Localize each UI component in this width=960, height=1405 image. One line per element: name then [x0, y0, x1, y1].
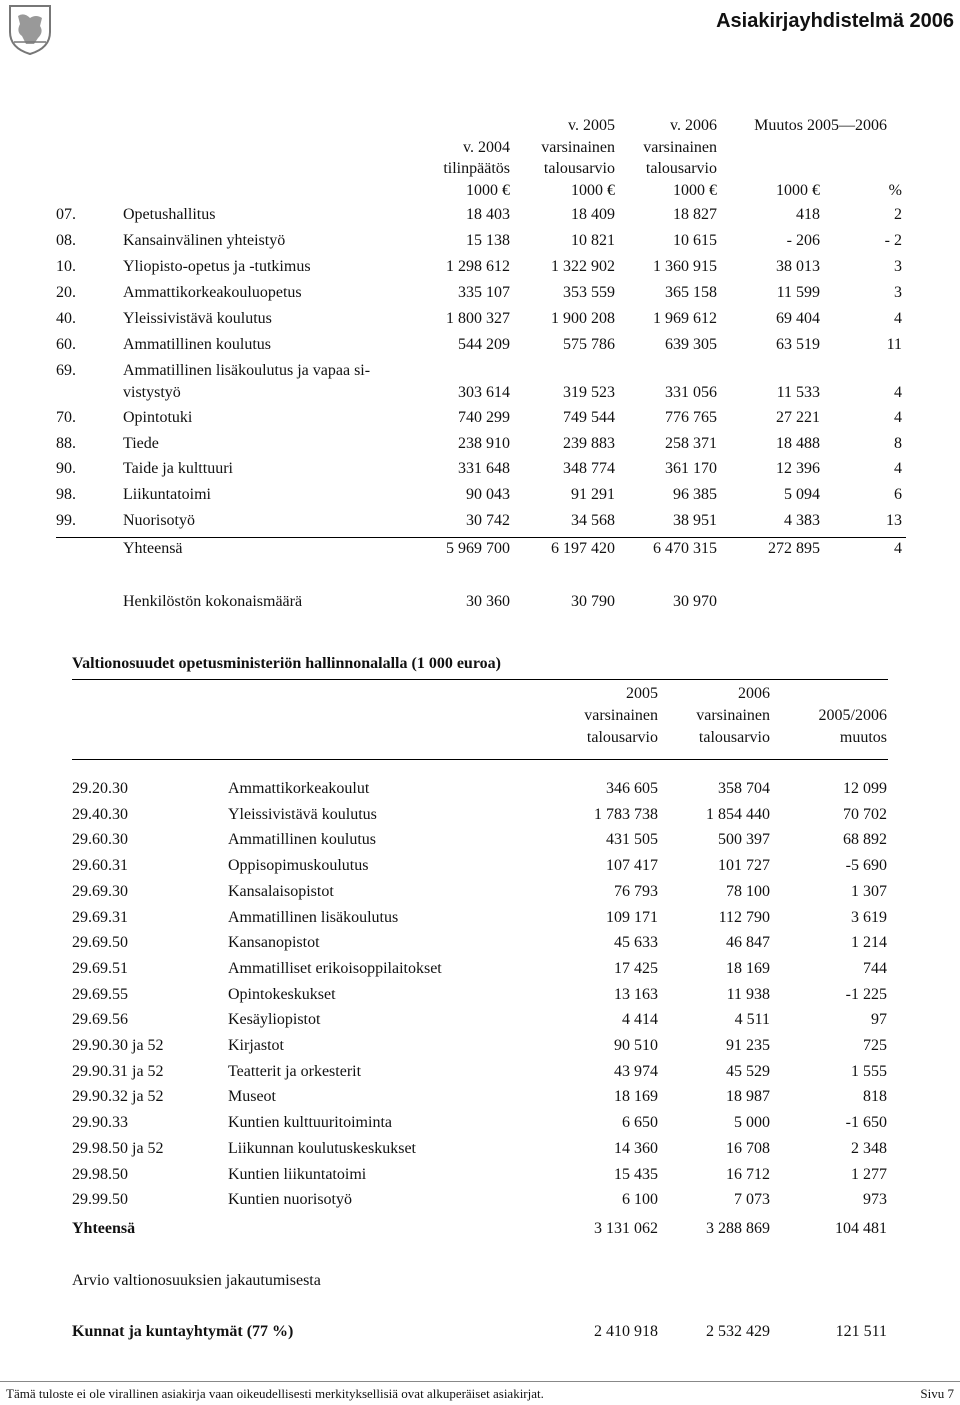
- total-label: Yhteensä: [123, 540, 183, 557]
- t2-col-header-line: varsinainen: [696, 707, 770, 724]
- table2-total-row: [0, 1220, 960, 1242]
- row-change: 12 099: [843, 780, 887, 797]
- row-v2005: 348 774: [563, 460, 615, 477]
- table1-staff-row: [0, 593, 960, 615]
- row-v2004: 238 910: [458, 435, 510, 452]
- row-code: 29.69.50: [72, 934, 128, 952]
- footer-disclaimer: Tämä tuloste ei ole virallinen asiakirja vaan oikeudellisesti merkityksellisiä ovat alkuperäiset asiakirjat.: [6, 1386, 544, 1401]
- table-row: [0, 435, 960, 457]
- staff-label: Henkilöstön kokonaismäärä: [123, 593, 303, 610]
- row-name: Kirjastot: [228, 1037, 284, 1054]
- row-v2004: 30 742: [466, 512, 510, 529]
- row-v2005: 13 163: [614, 985, 658, 1003]
- row-v2006: 16 712: [726, 1165, 770, 1183]
- row-v2006: 258 371: [665, 435, 717, 452]
- row-v2006: 101 727: [718, 857, 770, 875]
- row-name: Yleissivistävä koulutus: [228, 805, 377, 823]
- page-number: Sivu 7: [920, 1386, 954, 1401]
- row-v2006: 500 397: [718, 831, 770, 849]
- row-change: -1 225: [845, 985, 887, 1003]
- table-row: [0, 780, 960, 802]
- row-v2006: 1 854 440: [706, 805, 770, 823]
- row-v2005: 45 633: [614, 934, 658, 952]
- row-code: 29.20.30: [72, 780, 128, 797]
- row-v2006: 1 360 915: [653, 258, 717, 275]
- t2-col-header-line: 2005/2006: [818, 707, 887, 724]
- row-v2006: 365 158: [665, 284, 717, 301]
- finnish-lion-emblem-icon: [4, 2, 56, 56]
- row-v2005: 1 783 738: [594, 805, 658, 823]
- table-row: [0, 232, 960, 254]
- row-name: Opetushallitus: [123, 206, 216, 223]
- table-row: [0, 1191, 960, 1213]
- t1-col-header-line: varsinainen: [643, 138, 717, 156]
- row-name: Opintokeskukset: [228, 985, 336, 1003]
- row-change: 68 892: [843, 831, 887, 849]
- table-row: [0, 336, 960, 358]
- row-code: 29.60.31: [72, 857, 128, 875]
- row-code: 29.69.55: [72, 985, 128, 1003]
- staff-v2005: 30 790: [571, 593, 615, 610]
- row-v2004: 15 138: [466, 232, 510, 249]
- table-row: [0, 960, 960, 982]
- row-pct: 11: [886, 336, 902, 353]
- row-v2006: 10 615: [673, 232, 717, 249]
- t2-col-header-line: talousarvio: [698, 729, 770, 746]
- row-code: 70.: [56, 409, 76, 426]
- row-v2005: 6 650: [622, 1114, 658, 1132]
- row-change: 3 619: [851, 908, 887, 926]
- row-v2006: 18 169: [726, 959, 770, 977]
- row-v2005: 1 900 208: [551, 310, 615, 327]
- row-code: 99.: [56, 512, 76, 529]
- row-v2006: 358 704: [718, 780, 770, 797]
- row-pct: 4: [894, 384, 902, 401]
- table-row: [0, 1166, 960, 1188]
- row-v2006: 639 305: [665, 336, 717, 353]
- staff-v2006: 30 970: [673, 593, 717, 610]
- row-name: Kansainvälinen yhteistyö: [123, 232, 286, 249]
- row-v2005: 76 793: [614, 882, 658, 900]
- table-row: [0, 1037, 960, 1059]
- row-code: 69.: [56, 362, 76, 379]
- row-pct: 8: [894, 435, 902, 452]
- row-change: -1 650: [845, 1114, 887, 1132]
- table-row: [0, 883, 960, 905]
- row-v2006: 46 847: [726, 934, 770, 952]
- row-name: Liikunnan koulutuskeskukset: [228, 1139, 416, 1157]
- row-v2006: 331 056: [665, 384, 717, 401]
- table-row: [0, 206, 960, 228]
- row-name: Kuntien liikuntatoimi: [228, 1165, 367, 1183]
- t1-pct-header: %: [888, 181, 902, 199]
- table2-title: Valtionosuudet opetusministeriön hallinnonalalla (1 000 euroa): [72, 655, 501, 672]
- t2-total-v2005: 3 131 062: [594, 1220, 658, 1237]
- table-row: [0, 1063, 960, 1085]
- row-pct: - 2: [884, 232, 902, 249]
- t1-col-header-line: v. 2005: [568, 117, 615, 134]
- table-row: [0, 1114, 960, 1136]
- municipal-v2005: 2 410 918: [594, 1323, 658, 1340]
- row-change: 12 396: [776, 460, 820, 477]
- row-v2005: 4 414: [622, 1011, 658, 1029]
- row-pct: 4: [894, 409, 902, 426]
- row-v2004: 18 403: [466, 206, 510, 223]
- row-v2006: 96 385: [673, 486, 717, 503]
- row-name: Ammatillinen lisäkoulutus: [228, 908, 399, 926]
- row-change: 418: [796, 206, 820, 223]
- row-change: -5 690: [845, 857, 887, 875]
- row-v2006: 361 170: [665, 460, 717, 477]
- row-code: 29.90.30 ja 52: [72, 1037, 164, 1054]
- total-v2006: 6 470 315: [653, 540, 717, 557]
- row-v2005: 1 322 902: [551, 258, 615, 275]
- table-row: [0, 486, 960, 508]
- row-name: Nuorisotyö: [123, 512, 195, 529]
- total-change: 272 895: [768, 540, 820, 557]
- row-name-cont: vistystyö: [123, 384, 181, 401]
- row-name: Kansanopistot: [228, 934, 320, 952]
- row-code: 29.90.33: [72, 1114, 128, 1132]
- row-name: Kuntien nuorisotyö: [228, 1191, 352, 1209]
- row-code: 90.: [56, 460, 76, 477]
- t1-change-header: Muutos 2005—2006: [754, 117, 887, 134]
- row-v2005: 34 568: [571, 512, 615, 529]
- row-name: Ammatillinen lisäkoulutus ja vapaa si-: [123, 362, 371, 379]
- row-v2005: 14 360: [614, 1139, 658, 1157]
- row-code: 29.99.50: [72, 1191, 128, 1209]
- row-v2004: 740 299: [458, 409, 510, 426]
- row-change: 97: [871, 1011, 887, 1029]
- row-v2004: 331 648: [458, 460, 510, 477]
- t1-col-header-line: varsinainen: [541, 138, 615, 156]
- row-v2006: 91 235: [726, 1037, 770, 1054]
- t1-col-header-line: 1000 €: [571, 181, 615, 199]
- row-pct: 4: [894, 460, 902, 477]
- total-pct: 4: [894, 540, 902, 557]
- row-name: Museot: [228, 1088, 276, 1106]
- row-code: 10.: [56, 258, 76, 275]
- row-v2005: 15 435: [614, 1165, 658, 1183]
- row-code: 40.: [56, 310, 76, 327]
- row-change: 70 702: [843, 805, 887, 823]
- row-pct: 3: [894, 258, 902, 275]
- t2-total-label: Yhteensä: [72, 1220, 136, 1237]
- row-change: 69 404: [776, 310, 820, 327]
- row-v2005: 431 505: [606, 831, 658, 849]
- row-change: 11 599: [776, 284, 820, 301]
- row-v2005: 43 974: [614, 1062, 658, 1080]
- row-v2006: 38 951: [673, 512, 717, 529]
- row-change: 1 307: [851, 882, 887, 900]
- table-row: [0, 512, 960, 534]
- row-change: 5 094: [784, 486, 820, 503]
- row-name: Taide ja kulttuuri: [123, 460, 233, 477]
- row-v2005: 90 510: [614, 1037, 658, 1054]
- row-change: 1 214: [851, 934, 887, 952]
- row-change: 818: [863, 1088, 887, 1106]
- row-v2005: 575 786: [563, 336, 615, 353]
- t2-col-header-line: varsinainen: [584, 707, 658, 724]
- t1-change-unit-header: 1000 €: [776, 181, 820, 199]
- row-change: 4 383: [784, 512, 820, 529]
- row-change: 11 533: [776, 384, 820, 401]
- row-v2006: 1 969 612: [653, 310, 717, 327]
- row-name: Ammattikorkeakoulut: [228, 780, 370, 797]
- row-name: Ammatilliset erikoisoppilaitokset: [228, 959, 442, 977]
- row-change: 63 519: [776, 336, 820, 353]
- row-name: Opintotuki: [123, 409, 193, 426]
- row-v2006: 11 938: [726, 985, 770, 1003]
- t2-total-v2006: 3 288 869: [706, 1220, 770, 1237]
- table1-total-rule: [56, 537, 906, 538]
- row-v2004: 1 800 327: [446, 310, 510, 327]
- total-v2005: 6 197 420: [551, 540, 615, 557]
- table1-total-row: [0, 540, 960, 562]
- table-row: [0, 857, 960, 879]
- row-change: 973: [863, 1191, 887, 1209]
- row-pct: 13: [886, 512, 902, 529]
- row-name: Teatterit ja orkesterit: [228, 1062, 362, 1080]
- row-name: Ammatillinen koulutus: [228, 831, 376, 849]
- row-name: Ammatillinen koulutus: [123, 336, 271, 353]
- row-v2005: 18 409: [571, 206, 615, 223]
- row-v2006: 18 827: [673, 206, 717, 223]
- row-change: 18 488: [776, 435, 820, 452]
- row-code: 88.: [56, 435, 76, 452]
- table-row: [0, 909, 960, 931]
- row-v2006: 16 708: [726, 1139, 770, 1157]
- row-name: Yliopisto-opetus ja -tutkimus: [123, 258, 311, 275]
- t1-col-header-line: v. 2006: [670, 117, 717, 134]
- row-v2004: 335 107: [458, 284, 510, 301]
- municipal-row: [0, 1323, 960, 1345]
- row-code: 29.40.30: [72, 805, 128, 823]
- t1-col-header-line: talousarvio: [543, 160, 615, 177]
- t1-col-header-line: tilinpäätös: [443, 160, 510, 177]
- row-v2006: 78 100: [726, 882, 770, 900]
- row-name: Kuntien kulttuuritoiminta: [228, 1114, 392, 1132]
- row-v2004: 1 298 612: [446, 258, 510, 275]
- t1-col-header-line: v. 2004: [463, 138, 510, 156]
- t2-col-header-line: muutos: [839, 729, 887, 746]
- row-v2005: 10 821: [571, 232, 615, 249]
- row-pct: 2: [894, 206, 902, 223]
- row-code: 08.: [56, 232, 76, 249]
- t2-col-header-line: talousarvio: [586, 729, 658, 746]
- table-row: [0, 806, 960, 828]
- row-pct: 6: [894, 486, 902, 503]
- row-code: 07.: [56, 206, 76, 223]
- row-v2005: 749 544: [563, 409, 615, 426]
- row-v2005: 353 559: [563, 284, 615, 301]
- t2-col-header-line: 2005: [626, 685, 658, 702]
- row-v2004: 90 043: [466, 486, 510, 503]
- row-v2005: 91 291: [571, 486, 615, 503]
- row-code: 29.69.56: [72, 1011, 128, 1029]
- row-code: 29.90.31 ja 52: [72, 1062, 164, 1080]
- row-v2005: 6 100: [622, 1191, 658, 1209]
- row-v2006: 4 511: [734, 1011, 770, 1029]
- row-code: 98.: [56, 486, 76, 503]
- row-v2006: 776 765: [665, 409, 717, 426]
- row-pct: 4: [894, 310, 902, 327]
- table2-title-rule: [72, 679, 888, 680]
- row-code: 29.60.30: [72, 831, 128, 849]
- row-v2005: 109 171: [606, 908, 658, 926]
- row-name: Liikuntatoimi: [123, 486, 211, 503]
- row-change: 1 277: [851, 1165, 887, 1183]
- row-v2005: 18 169: [614, 1088, 658, 1106]
- row-code: 29.69.31: [72, 908, 128, 926]
- table-row: [0, 284, 960, 306]
- t1-col-header-line: talousarvio: [645, 160, 717, 177]
- footer-rule: [0, 1381, 960, 1382]
- row-pct: 3: [894, 284, 902, 301]
- table-row: [0, 258, 960, 280]
- row-code: 29.69.51: [72, 959, 128, 977]
- row-change: 38 013: [776, 258, 820, 275]
- municipal-v2006: 2 532 429: [706, 1323, 770, 1340]
- table-row: [0, 310, 960, 332]
- row-code: 29.90.32 ja 52: [72, 1088, 164, 1106]
- row-change: 2 348: [851, 1139, 887, 1157]
- table-row: [0, 1140, 960, 1162]
- row-change: 725: [863, 1037, 887, 1054]
- row-v2006: 18 987: [726, 1088, 770, 1106]
- row-v2006: 5 000: [734, 1114, 770, 1132]
- row-v2005: 17 425: [614, 959, 658, 977]
- row-change: - 206: [786, 232, 820, 249]
- row-v2005: 107 417: [606, 857, 658, 875]
- row-v2004: 544 209: [458, 336, 510, 353]
- row-v2005: 319 523: [563, 384, 615, 401]
- staff-v2004: 30 360: [466, 593, 510, 610]
- row-name: Yleissivistävä koulutus: [123, 310, 272, 327]
- document-title: Asiakirjayhdistelmä 2006: [716, 10, 954, 32]
- estimate-label: Arvio valtionosuuksien jakautumisesta: [72, 1272, 321, 1289]
- table-row: [0, 1088, 960, 1110]
- row-v2006: 7 073: [734, 1191, 770, 1209]
- row-code: 29.98.50: [72, 1165, 128, 1183]
- row-v2005: 239 883: [563, 435, 615, 452]
- table-row: [0, 362, 960, 406]
- municipal-change: 121 511: [835, 1323, 887, 1340]
- row-v2005: 346 605: [606, 780, 658, 797]
- total-v2004: 5 969 700: [446, 540, 510, 557]
- table-row: [0, 409, 960, 431]
- t1-col-header-line: 1000 €: [673, 181, 717, 199]
- t2-total-change: 104 481: [835, 1220, 887, 1237]
- t1-col-header-line: 1000 €: [466, 181, 510, 199]
- municipal-label: Kunnat ja kuntayhtymät (77 %): [72, 1323, 294, 1340]
- row-code: 20.: [56, 284, 76, 301]
- row-change: 744: [863, 959, 887, 977]
- row-change: 1 555: [851, 1062, 887, 1080]
- table-row: [0, 460, 960, 482]
- row-name: Kansalaisopistot: [228, 882, 334, 900]
- row-code: 29.98.50 ja 52: [72, 1139, 164, 1157]
- row-code: 29.69.30: [72, 882, 128, 900]
- row-v2006: 45 529: [726, 1062, 770, 1080]
- row-name: Tiede: [123, 435, 159, 452]
- row-name: Ammattikorkeakouluopetus: [123, 284, 302, 301]
- table-row: [0, 986, 960, 1008]
- table-row: [0, 934, 960, 956]
- t2-col-header-line: 2006: [738, 685, 770, 702]
- row-v2006: 112 790: [718, 908, 770, 926]
- row-change: 27 221: [776, 409, 820, 426]
- row-code: 60.: [56, 336, 76, 353]
- table-row: [0, 831, 960, 853]
- row-v2004: 303 614: [458, 384, 510, 401]
- row-name: Oppisopimuskoulutus: [228, 857, 369, 875]
- table2-header-rule: [72, 759, 888, 760]
- row-name: Kesäyliopistot: [228, 1011, 321, 1029]
- table-row: [0, 1011, 960, 1033]
